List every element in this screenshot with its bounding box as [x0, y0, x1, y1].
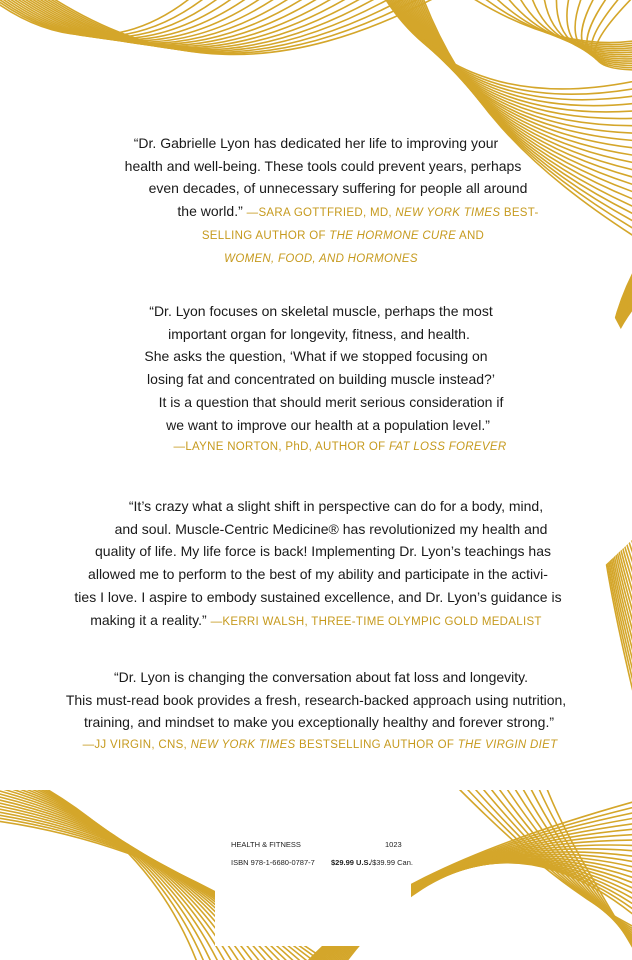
quote-line: training, and mindset to make you exceptionally healthy and forever strong.”	[83, 714, 555, 731]
quote-line: we want to improve our health at a population level.”	[166, 416, 490, 433]
quote-line: health and well-being. These tools could prevent years, perhaps	[124, 157, 522, 174]
quote-line: even decades, of unnecessary suffering for people all around	[148, 180, 528, 197]
barcode-box	[215, 828, 411, 946]
quote-line: ties I love. I aspire to embody sustained excellence, and Dr. Lyon’s guidance is	[74, 588, 562, 605]
quote-2	[0, 300, 632, 459]
isbn-label: ISBN 978-1-6680-0787-7	[231, 858, 315, 867]
category-label: HEALTH & FITNESS	[231, 840, 301, 849]
quote-line: “Dr. Lyon focuses on skeletal muscle, perhaps the most	[149, 303, 493, 319]
quote-text: making it a reality.”	[90, 611, 211, 628]
quote-line: important organ for longevity, fitness, and health.	[168, 325, 470, 342]
quote-line: She asks the question, ‘What if we stopped focusing on	[144, 348, 488, 365]
quote-line: “It’s crazy what a slight shift in perspective can do for a body, mind,	[128, 498, 544, 514]
quote-line: losing fat and concentrated on building muscle instead?’	[147, 371, 495, 388]
quote-text: the world.”	[177, 203, 247, 220]
quote-3	[0, 495, 632, 633]
price-can: /$39.99 Can.	[370, 858, 413, 867]
quote-4	[0, 666, 632, 757]
quote-1	[0, 132, 632, 270]
price-us: $29.99 U.S.	[331, 858, 371, 867]
quote-line: This must-read book provides a fresh, research-backed approach using nutrition,	[65, 691, 567, 708]
quote-line: and soul. Muscle-Centric Medicine® has revolutionized my health and	[114, 520, 548, 537]
quote-line	[0, 609, 632, 634]
quote-line: “Dr. Gabrielle Lyon has dedicated her life to improving your	[133, 135, 499, 151]
attribution: —JJ VIRGIN, CNS, NEW YORK TIMES BESTSELLING AUTHOR OF THE VIRGIN DIET	[82, 739, 558, 752]
quote-line	[0, 200, 632, 225]
attribution: SELLING AUTHOR OF THE HORMONE CURE AND	[201, 229, 485, 242]
attribution: —LAYNE NORTON, PhD, AUTHOR OF FAT LOSS FOREVER	[173, 441, 507, 454]
quote-line: quality of life. My life force is back! Implementing Dr. Lyon’s teachings has	[95, 543, 551, 560]
attribution: —KERRI WALSH, THREE-TIME OLYMPIC GOLD MEDALIST	[210, 615, 542, 628]
category-code: 1023	[385, 840, 402, 849]
attribution: —SARA GOTTFRIED, MD, NEW YORK TIMES BEST-	[246, 207, 539, 220]
quote-line: It is a question that should merit serious consideration if	[158, 393, 504, 410]
attribution: WOMEN, FOOD, AND HORMONES	[224, 252, 418, 265]
quote-line: allowed me to perform to the best of my ability and participate in the activi-	[88, 566, 548, 583]
quote-line: “Dr. Lyon is changing the conversation about fat loss and longevity.	[113, 669, 529, 685]
